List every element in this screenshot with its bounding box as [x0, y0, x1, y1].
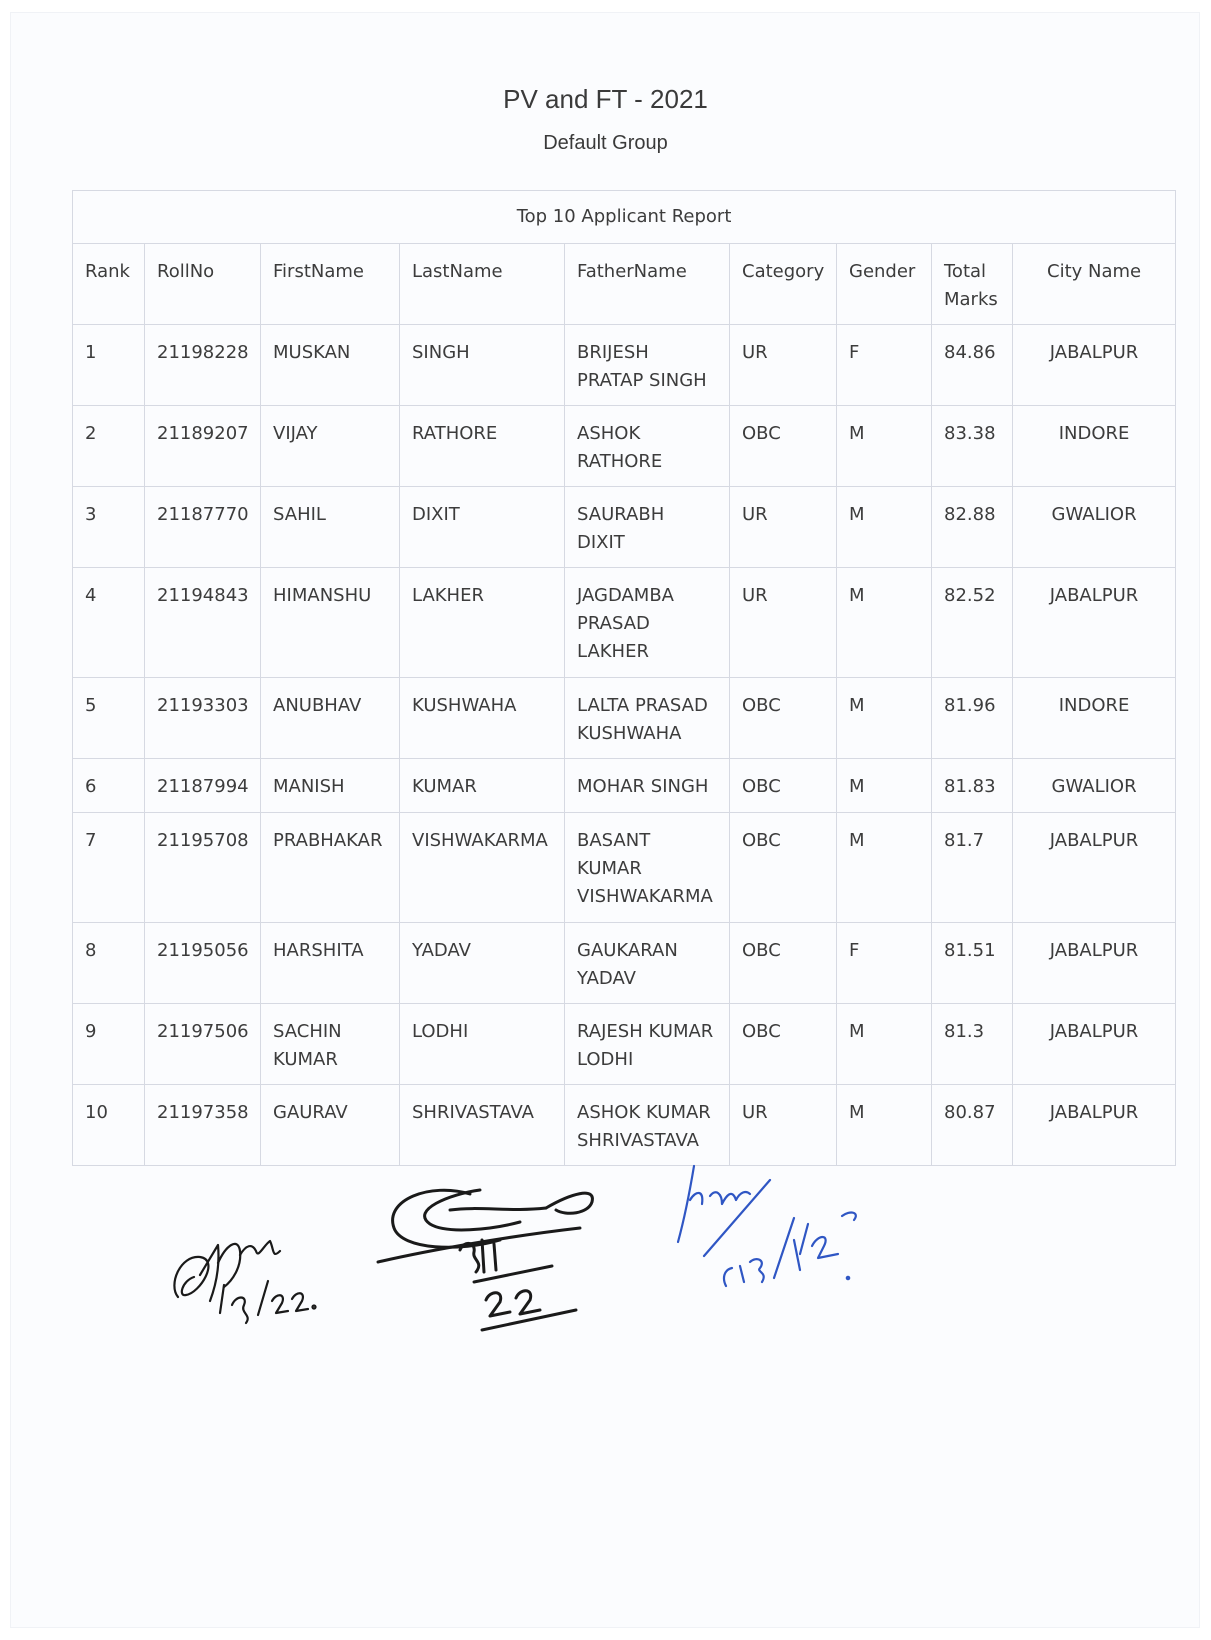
cell-fathername: BASANT KUMAR VISHWAKARMA	[565, 813, 730, 923]
cell-category: OBC	[730, 1004, 837, 1085]
cell-rank: 5	[73, 678, 145, 759]
table-row	[73, 487, 1176, 568]
signature-3	[670, 1160, 870, 1310]
signature-1	[160, 1215, 330, 1335]
cell-gender: M	[837, 487, 932, 568]
cell-marks: 81.51	[932, 923, 1013, 1004]
header-rollno: RollNo	[145, 244, 261, 325]
cell-marks: 82.52	[932, 568, 1013, 678]
cell-rank: 2	[73, 406, 145, 487]
cell-lastname: SINGH	[400, 325, 565, 406]
cell-rank: 8	[73, 923, 145, 1004]
cell-gender: F	[837, 923, 932, 1004]
cell-firstname: MUSKAN	[261, 325, 400, 406]
cell-category: UR	[730, 1085, 837, 1166]
cell-lastname: KUSHWAHA	[400, 678, 565, 759]
report-caption: Top 10 Applicant Report	[73, 191, 1176, 244]
cell-city: JABALPUR	[1013, 813, 1176, 923]
cell-lastname: KUMAR	[400, 759, 565, 813]
header-gender: Gender	[837, 244, 932, 325]
cell-firstname: VIJAY	[261, 406, 400, 487]
applicant-report-table	[72, 190, 1176, 1166]
header-category: Category	[730, 244, 837, 325]
header-lastname: LastName	[400, 244, 565, 325]
cell-category: OBC	[730, 678, 837, 759]
cell-category: OBC	[730, 406, 837, 487]
cell-rollno: 21197358	[145, 1085, 261, 1166]
header-city-name: City Name	[1013, 244, 1176, 325]
cell-rollno: 21197506	[145, 1004, 261, 1085]
cell-firstname: MANISH	[261, 759, 400, 813]
cell-lastname: SHRIVASTAVA	[400, 1085, 565, 1166]
cell-lastname: LAKHER	[400, 568, 565, 678]
cell-lastname: RATHORE	[400, 406, 565, 487]
cell-marks: 82.88	[932, 487, 1013, 568]
cell-marks: 84.86	[932, 325, 1013, 406]
cell-category: OBC	[730, 759, 837, 813]
cell-firstname: GAURAV	[261, 1085, 400, 1166]
header-total-marks: Total Marks	[932, 244, 1013, 325]
cell-marks: 81.7	[932, 813, 1013, 923]
cell-city: JABALPUR	[1013, 1004, 1176, 1085]
cell-firstname: HIMANSHU	[261, 568, 400, 678]
cell-gender: M	[837, 678, 932, 759]
cell-gender: M	[837, 1004, 932, 1085]
cell-fathername: BRIJESH PRATAP SINGH	[565, 325, 730, 406]
cell-rank: 9	[73, 1004, 145, 1085]
cell-lastname: DIXIT	[400, 487, 565, 568]
cell-rollno: 21194843	[145, 568, 261, 678]
cell-rank: 4	[73, 568, 145, 678]
cell-category: OBC	[730, 813, 837, 923]
cell-city: JABALPUR	[1013, 923, 1176, 1004]
cell-fathername: JAGDAMBA PRASAD LAKHER	[565, 568, 730, 678]
cell-firstname: PRABHAKAR	[261, 813, 400, 923]
cell-category: UR	[730, 487, 837, 568]
cell-city: GWALIOR	[1013, 487, 1176, 568]
cell-fathername: ASHOK KUMAR SHRIVASTAVA	[565, 1085, 730, 1166]
cell-gender: F	[837, 325, 932, 406]
table-row	[73, 678, 1176, 759]
table-row	[73, 923, 1176, 1004]
table-row	[73, 759, 1176, 813]
table-row	[73, 325, 1176, 406]
cell-marks: 81.96	[932, 678, 1013, 759]
cell-category: UR	[730, 325, 837, 406]
cell-marks: 81.3	[932, 1004, 1013, 1085]
cell-rollno: 21189207	[145, 406, 261, 487]
page-subtitle: Default Group	[543, 132, 668, 154]
cell-gender: M	[837, 568, 932, 678]
cell-rank: 7	[73, 813, 145, 923]
table-row	[73, 1085, 1176, 1166]
header-fathername: FatherName	[565, 244, 730, 325]
cell-gender: M	[837, 1085, 932, 1166]
cell-lastname: YADAV	[400, 923, 565, 1004]
cell-rollno: 21187770	[145, 487, 261, 568]
cell-marks: 80.87	[932, 1085, 1013, 1166]
cell-rollno: 21193303	[145, 678, 261, 759]
cell-marks: 81.83	[932, 759, 1013, 813]
cell-rank: 10	[73, 1085, 145, 1166]
cell-city: GWALIOR	[1013, 759, 1176, 813]
cell-category: OBC	[730, 923, 837, 1004]
table-row	[73, 1004, 1176, 1085]
cell-rank: 6	[73, 759, 145, 813]
cell-rollno: 21187994	[145, 759, 261, 813]
cell-fathername: RAJESH KUMAR LODHI	[565, 1004, 730, 1085]
cell-firstname: SAHIL	[261, 487, 400, 568]
signature-2	[370, 1180, 630, 1350]
cell-rollno: 21195056	[145, 923, 261, 1004]
report-caption-row	[73, 191, 1176, 244]
cell-fathername: MOHAR SINGH	[565, 759, 730, 813]
cell-fathername: LALTA PRASAD KUSHWAHA	[565, 678, 730, 759]
cell-gender: M	[837, 813, 932, 923]
header-firstname: FirstName	[261, 244, 400, 325]
table-row	[73, 568, 1176, 678]
cell-gender: M	[837, 759, 932, 813]
cell-lastname: LODHI	[400, 1004, 565, 1085]
cell-marks: 83.38	[932, 406, 1013, 487]
cell-rollno: 21198228	[145, 325, 261, 406]
cell-fathername: SAURABH DIXIT	[565, 487, 730, 568]
table-row	[73, 406, 1176, 487]
cell-rank: 1	[73, 325, 145, 406]
cell-fathername: GAUKARAN YADAV	[565, 923, 730, 1004]
cell-firstname: ANUBHAV	[261, 678, 400, 759]
header-rank: Rank	[73, 244, 145, 325]
cell-fathername: ASHOK RATHORE	[565, 406, 730, 487]
cell-lastname: VISHWAKARMA	[400, 813, 565, 923]
cell-gender: M	[837, 406, 932, 487]
table-row	[73, 813, 1176, 923]
page-title: PV and FT - 2021	[503, 84, 708, 114]
cell-city: JABALPUR	[1013, 1085, 1176, 1166]
cell-firstname: HARSHITA	[261, 923, 400, 1004]
header-row	[73, 244, 1176, 325]
cell-city: INDORE	[1013, 406, 1176, 487]
cell-firstname: SACHIN KUMAR	[261, 1004, 400, 1085]
cell-rollno: 21195708	[145, 813, 261, 923]
cell-city: JABALPUR	[1013, 325, 1176, 406]
cell-city: JABALPUR	[1013, 568, 1176, 678]
cell-city: INDORE	[1013, 678, 1176, 759]
cell-rank: 3	[73, 487, 145, 568]
cell-category: UR	[730, 568, 837, 678]
